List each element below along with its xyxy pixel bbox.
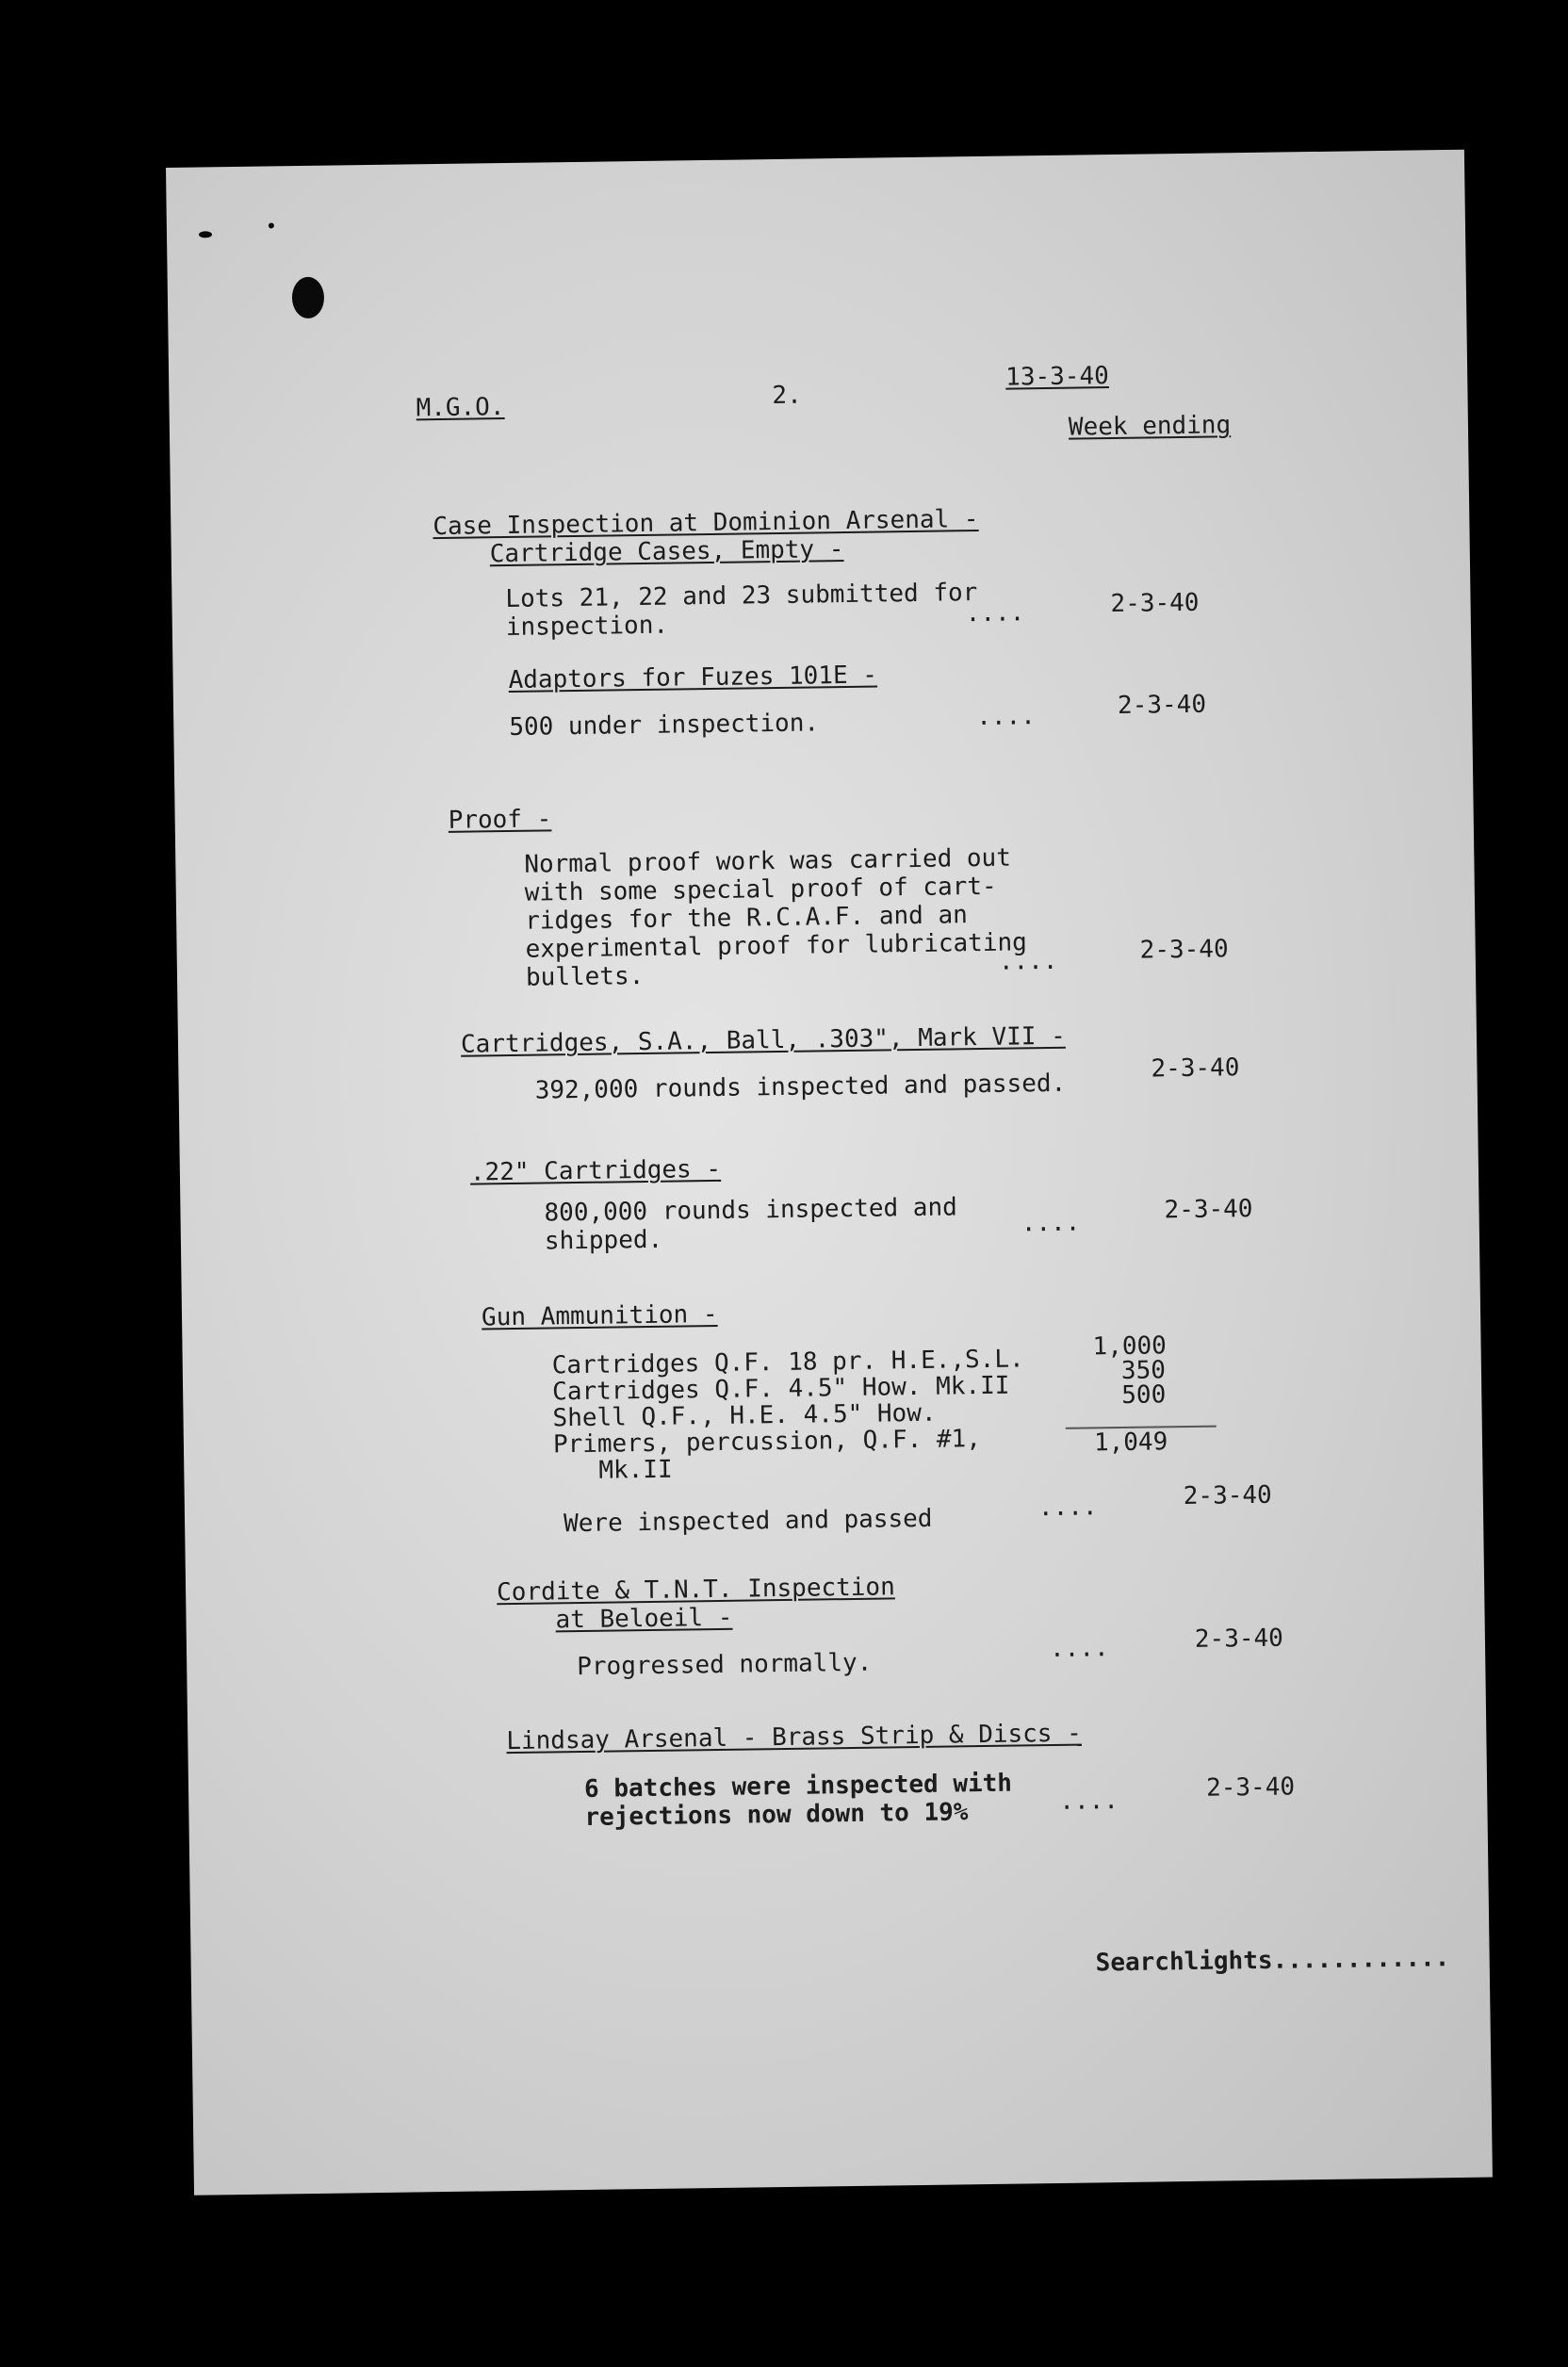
section-heading: Lindsay Arsenal - Brass Strip & Discs -: [506, 1719, 1082, 1756]
dot-leader: ....: [965, 598, 1025, 628]
dot-leader: ....: [976, 702, 1037, 732]
item-date: 2-3-40: [1139, 935, 1229, 965]
ink-mark: [199, 231, 212, 237]
dot-leader: ....: [1021, 1208, 1081, 1238]
document-page: [166, 150, 1493, 2196]
item-text: ridges for the R.C.A.F. and an: [524, 901, 968, 936]
item-date: 2-3-40: [1183, 1480, 1272, 1511]
subsection-heading: Adaptors for Fuzes 101E -: [508, 661, 878, 694]
section-heading: .22" Cartridges -: [469, 1154, 722, 1187]
item-text: with some special proof of cart-: [524, 872, 997, 907]
dot-leader: ....: [1049, 1634, 1109, 1664]
item-text: 800,000 rounds inspected and: [544, 1193, 957, 1228]
ink-mark: [269, 222, 274, 228]
header-office: M.G.O.: [416, 393, 505, 423]
item-date: 2-3-40: [1205, 1772, 1296, 1803]
item-text: Progressed normally.: [577, 1648, 873, 1682]
dot-leader: ....: [1037, 1493, 1098, 1523]
list-item-text: Cartridges Q.F. 4.5" How. Mk.II: [551, 1371, 1010, 1407]
item-date: 2-3-40: [1194, 1624, 1284, 1654]
item-date: 2-3-40: [1164, 1195, 1253, 1225]
list-item-qty: 1,049: [1093, 1428, 1168, 1458]
item-text: Lots 21, 22 and 23 submitted for: [505, 579, 978, 614]
item-text: rejections now down to 19%: [584, 1798, 969, 1832]
list-item-text: Shell Q.F., H.E. 4.5" How.: [552, 1398, 937, 1433]
list-item-qty: 1,000: [1092, 1331, 1168, 1362]
section-heading: Cartridge Cases, Empty -: [489, 534, 844, 569]
item-text: inspection.: [505, 611, 669, 643]
section-heading: at Beloeil -: [555, 1603, 733, 1635]
item-date: 2-3-40: [1117, 690, 1207, 720]
continuation-text: Searchlights............: [1095, 1944, 1450, 1978]
item-date: 2-3-40: [1151, 1053, 1240, 1084]
list-item-text: Primers, percussion, Q.F. #1,: [552, 1425, 982, 1460]
item-text: Normal proof work was carried out: [524, 843, 1012, 879]
header-week-label: Week ending: [1068, 411, 1232, 442]
section-heading: Proof -: [448, 805, 552, 835]
item-text: 500 under inspection.: [509, 709, 820, 742]
list-item-text: Cartridges Q.F. 18 pr. H.E.,S.L.: [551, 1345, 1024, 1380]
item-text: 392,000 rounds inspected and passed.: [534, 1069, 1067, 1105]
list-item-qty: 350: [1120, 1356, 1167, 1385]
header-page-number: 2.: [772, 381, 802, 411]
item-text: 6 batches were inspected with: [583, 1769, 1013, 1804]
list-item-text: Mk.II: [598, 1455, 673, 1485]
item-text: bullets.: [525, 962, 645, 992]
section-heading: Case Inspection at Dominion Arsenal -: [433, 504, 979, 542]
dot-leader: ....: [998, 946, 1058, 976]
item-text: experimental proof for lubricating: [525, 928, 1027, 964]
header-date: 13-3-40: [1004, 362, 1109, 392]
punch-hole: [292, 277, 325, 318]
item-text: shipped.: [544, 1225, 663, 1256]
item-date: 2-3-40: [1110, 588, 1200, 619]
section-heading: Gun Ammunition -: [481, 1299, 718, 1332]
list-item-qty: 500: [1121, 1380, 1167, 1410]
dot-leader: ....: [1059, 1787, 1119, 1816]
item-text: Were inspected and passed: [563, 1504, 933, 1539]
section-heading: Cordite & T.N.T. Inspection: [496, 1573, 895, 1608]
section-heading: Cartridges, S.A., Ball, .303", Mark VII -: [460, 1021, 1066, 1059]
